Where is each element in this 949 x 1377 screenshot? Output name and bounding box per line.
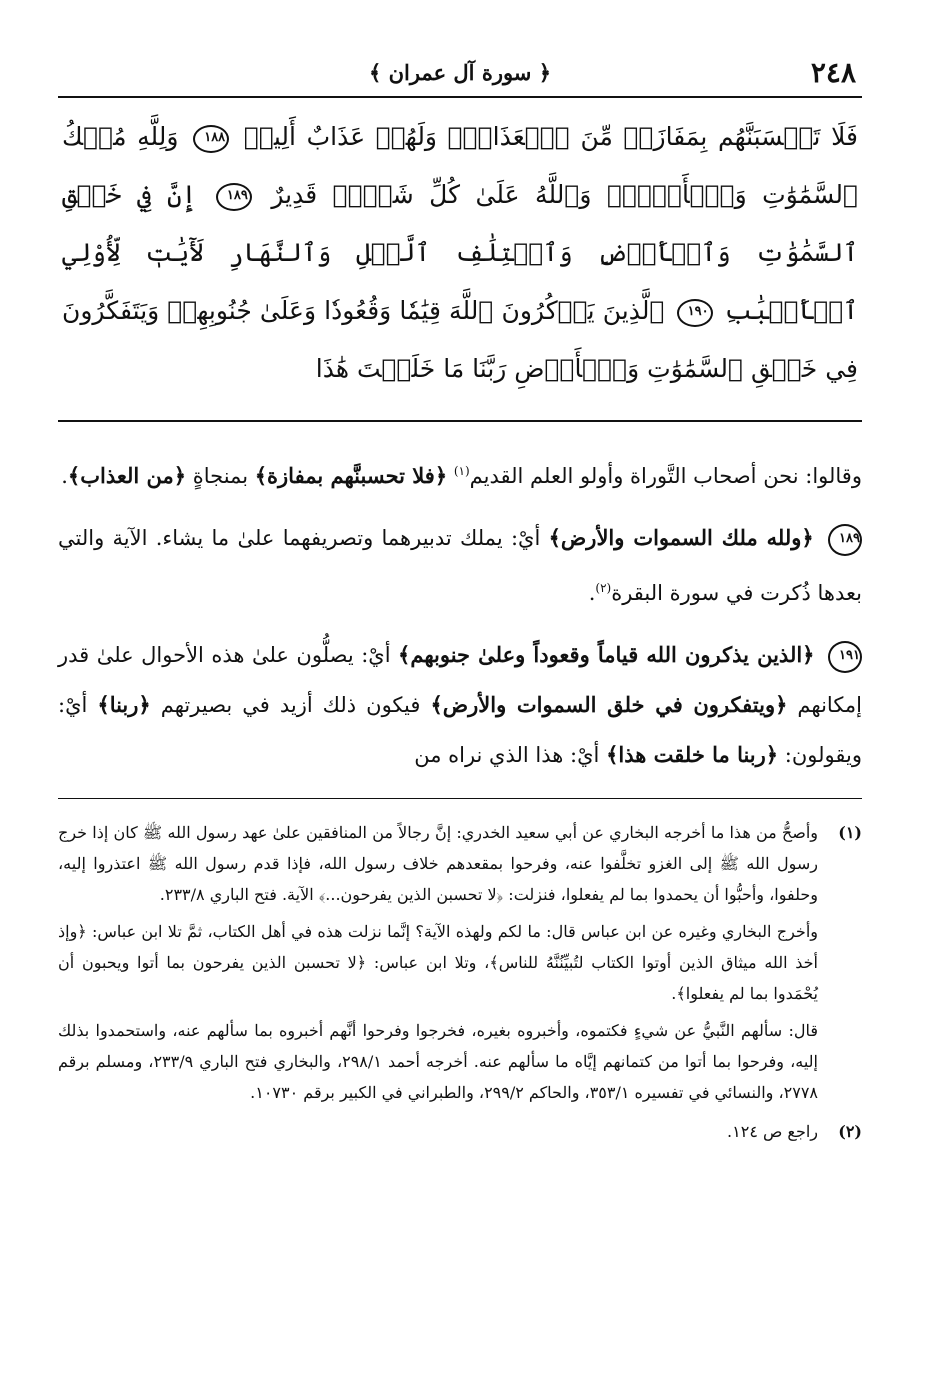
ayah-marker-188: ١٨٨ bbox=[193, 125, 229, 153]
quoted-verse: ﴿فلا تحسبنَّهم بمفازة﴾ bbox=[254, 463, 448, 488]
quran-text-2: وَلِلَّهِ مُلۡكُ ٱلسَّمَٰوَٰتِ وَٱلۡأَرۡضِۗ وَٱللَّهُ عَلَىٰ كُلِّ شَيۡءٖ قَدِيرٌ bbox=[62, 122, 859, 209]
footnote-ref-1: (١) bbox=[453, 464, 470, 478]
verse-number-badge: ١٩١ bbox=[828, 641, 862, 673]
quoted-verse: ﴿الذين يذكرون الله قياماً وقعوداً وعلىٰ جنوبهم﴾ bbox=[398, 642, 815, 667]
footnote-paragraph: قال: سألهم النَّبيُّ عن شيءٍ فكتموه، وأخبروه بغيره، فخرجوا وفرحوا أنَّهم أخبروه بما سألهم عنه، واستحمدوا بذلك إليه، وفرحوا بما أتوا من كتمانهم إيَّاه ما سألهم عنه. أخرجه أحمد ٢٩٨/١، والبخاري فتح الباري ٢٣٣/٩، ومسلم برقم ٢٧٧٨، والنسائي في تفسيره ٣٥٣/١، والحاكم ٢٩٩/٢، والطبراني في الكبير برقم ١٠٧٣٠. bbox=[58, 1021, 818, 1102]
commentary-text: فيكون ذلك أزيد في بصيرتهم bbox=[160, 693, 421, 717]
quran-text-1: فَلَا تَحۡسَبَنَّهُم بِمَفَازَةٖ مِّنَ ٱلۡعَذَابِۖ وَلَهُمۡ عَذَابٌ أَلِيمٞ bbox=[243, 122, 858, 151]
quoted-verse: ﴿ويتفكرون في خلق السموات والأرض﴾ bbox=[430, 692, 788, 717]
footnote-2 bbox=[58, 1116, 862, 1147]
commentary-text: . bbox=[61, 464, 68, 488]
footnote-paragraph: راجع ص ١٢٤. bbox=[727, 1122, 818, 1141]
footnote-separator bbox=[58, 798, 862, 799]
commentary-text: أيْ: هذا الذي نراه من bbox=[414, 743, 600, 767]
page-header bbox=[58, 52, 862, 96]
verse-number-badge: ١٨٩ bbox=[828, 524, 862, 556]
commentary-text: أيْ: ويقولون: bbox=[58, 693, 862, 767]
ayah-marker-190: ١٩٠ bbox=[677, 299, 713, 327]
quran-text-4: ٱلَّذِينَ يَذۡكُرُونَ ٱللَّهَ قِيَٰمٗا وَقُعُودٗا وَعَلَىٰ جُنُوبِهِمۡ وَيَتَفَكَّرُونَ فِي خَلۡقِ ٱلسَّمَٰوَٰتِ وَٱلۡأَرۡضِ رَبَّنَا مَا خَلَقۡتَ هَٰذَا bbox=[62, 296, 858, 383]
commentary-paragraph-1 bbox=[58, 446, 862, 501]
footnote-paragraph: وأصحُّ من هذا ما أخرجه البخاري عن أبي سعيد الخدري: إنَّ رجالاً من المنافقين علىٰ عهد رسول الله ﷺ كان إذا خرج رسول الله ﷺ إلى الغزو تخلَّفوا عنه، وفرحوا بمقعدهم خلاف رسول الله، فإذا قدم رسول الله ﷺ اعتذروا إليه، وحلفوا، وأحبُّوا أن يحمدوا بما لم يفعلوا، فنزلت: ﴿لا تحسبن الذين يفرحون...﴾ الآية. فتح الباري ٢٣٣/٨. bbox=[58, 823, 818, 904]
commentary-text: . bbox=[588, 581, 596, 605]
commentary-text: وقالوا: نحن أصحاب التَّوراة وأولو العلم القديم bbox=[469, 464, 862, 488]
commentary-text: أيْ: يملك تدبيرهما وتصريفهما علىٰ ما يشاء. الآية والتي بعدها ذُكرت في سورة البقرة bbox=[58, 526, 862, 605]
commentary bbox=[58, 446, 862, 780]
book-page bbox=[58, 52, 862, 1155]
commentary-paragraph-2 bbox=[58, 513, 862, 618]
commentary-text: بمنجاةٍ bbox=[192, 464, 249, 488]
footnotes bbox=[58, 817, 862, 1147]
quran-verses bbox=[58, 108, 862, 398]
page-number: ٢٤٨ bbox=[810, 56, 856, 89]
quoted-verse: ﴿ربنا﴾ bbox=[97, 692, 151, 717]
quoted-verse: ﴿من العذاب﴾ bbox=[67, 463, 187, 488]
ayah-marker-189: ١٨٩ bbox=[216, 183, 252, 211]
quran-text-3: إِنَّ فِي خَلۡقِ ٱلسَّمَٰوَٰتِ وَٱلۡأَرۡضِ وَٱخۡتِلَٰفِ ٱلَّيۡلِ وَٱلنَّهَارِ لَأٓيَٰتٖ لِّأُوْلِي ٱلۡأَلۡبَٰبِ bbox=[62, 180, 858, 325]
commentary-text: أيْ: يصلُّون علىٰ هذه الأحوال علىٰ قدر إمكانهم bbox=[58, 643, 863, 717]
quoted-verse: ﴿ربنا ما خلقت هذا﴾ bbox=[606, 742, 779, 767]
footnote-ref-2: (٢) bbox=[595, 581, 612, 595]
header-rule bbox=[58, 96, 862, 98]
quran-rule bbox=[58, 420, 862, 422]
footnote-number: (١) bbox=[838, 823, 862, 842]
footnote-1 bbox=[58, 817, 862, 1108]
footnote-number: (٢) bbox=[838, 1122, 862, 1141]
footnote-paragraph: وأخرج البخاري وغيره عن ابن عباس قال: ما لكم ولهذه الآية؟ إنَّما نزلت هذه في أهل الكتاب، ثمَّ تلا ابن عباس: ﴿وإذ أخذ الله ميثاق الذين أوتوا الكتاب لتُبيِّنُنَّهُ للناس﴾، وتلا ابن عباس: ﴿لا تحسبن الذين يفرحون بما أتوا ويحبون أن يُحْمَدوا بما لم يفعلوا﴾. bbox=[58, 922, 818, 1003]
running-title: ﴿ سورة آل عمران ﴾ bbox=[368, 60, 552, 85]
quoted-verse: ﴿ولله ملك السموات والأرض﴾ bbox=[548, 525, 814, 550]
commentary-paragraph-3 bbox=[58, 630, 862, 780]
